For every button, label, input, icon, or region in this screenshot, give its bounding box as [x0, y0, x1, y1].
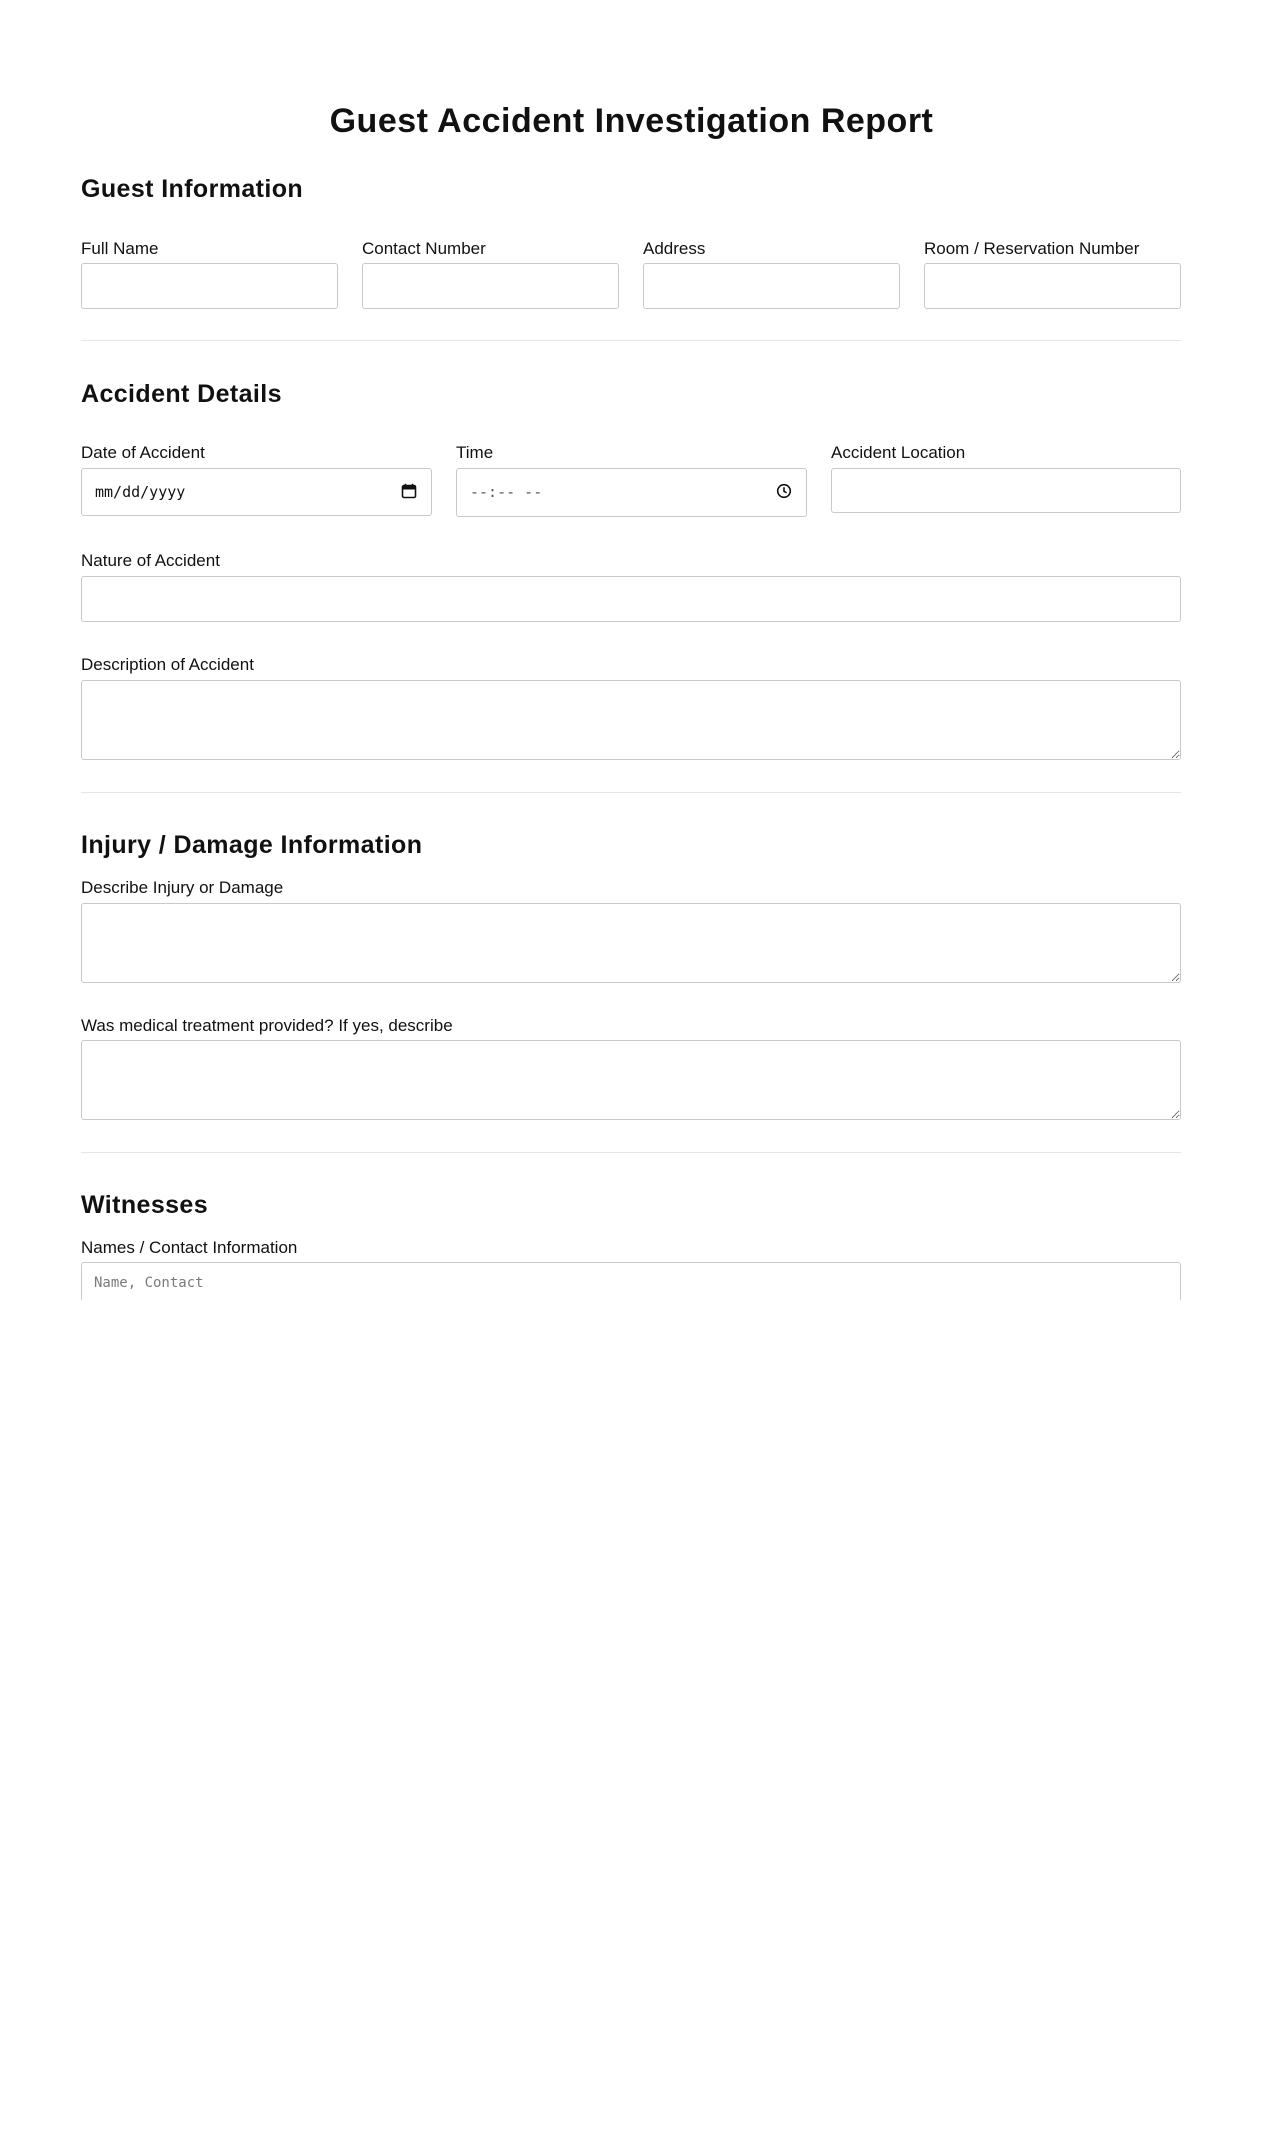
- description-of-accident-label: Description of Accident: [81, 655, 254, 674]
- page-title: Guest Accident Investigation Report: [329, 102, 934, 140]
- witness-names-textarea[interactable]: [81, 1262, 1181, 1300]
- nature-of-accident-input[interactable]: [81, 576, 1181, 622]
- section-heading-accident-details: Accident Details: [81, 380, 282, 408]
- contact-number-input[interactable]: [362, 263, 619, 309]
- describe-injury-label: Describe Injury or Damage: [81, 878, 284, 897]
- witness-names-label: Names / Contact Information: [81, 1238, 298, 1257]
- time-value: --:-- --: [470, 483, 543, 501]
- full-name-label: Full Name: [81, 239, 159, 258]
- room-reservation-label: Room / Reservation Number: [924, 239, 1140, 258]
- section-heading-injury-damage: Injury / Damage Information: [81, 831, 423, 859]
- full-name-input[interactable]: [81, 263, 338, 309]
- accident-location-input[interactable]: [831, 468, 1181, 513]
- description-of-accident-wrapper: [81, 680, 1181, 760]
- section-heading-witnesses: Witnesses: [81, 1191, 209, 1219]
- date-of-accident-input[interactable]: [81, 468, 432, 516]
- calendar-icon[interactable]: [401, 483, 417, 499]
- medical-treatment-label: Was medical treatment provided? If yes, describe: [81, 1016, 453, 1035]
- date-of-accident-label: Date of Accident: [81, 443, 205, 462]
- contact-number-label: Contact Number: [362, 239, 486, 258]
- medical-treatment-wrapper: [81, 1040, 1181, 1120]
- accident-location-label: Accident Location: [831, 443, 966, 462]
- describe-injury-wrapper: [81, 903, 1181, 983]
- address-label: Address: [643, 239, 706, 258]
- date-value: mm/dd/yyyy: [95, 483, 186, 501]
- describe-injury-textarea[interactable]: [81, 903, 1181, 983]
- medical-treatment-textarea[interactable]: [81, 1040, 1181, 1120]
- section-divider: [81, 1152, 1181, 1153]
- section-divider: [81, 340, 1181, 341]
- time-input[interactable]: [456, 468, 807, 517]
- description-of-accident-textarea[interactable]: [81, 680, 1181, 760]
- address-input[interactable]: [643, 263, 900, 309]
- clock-icon[interactable]: [776, 483, 792, 499]
- section-heading-guest-information: Guest Information: [81, 175, 304, 203]
- room-reservation-input[interactable]: [924, 263, 1181, 309]
- time-label: Time: [456, 443, 494, 462]
- section-divider: [81, 792, 1181, 793]
- witness-names-wrapper: [81, 1262, 1181, 1300]
- nature-of-accident-label: Nature of Accident: [81, 551, 220, 570]
